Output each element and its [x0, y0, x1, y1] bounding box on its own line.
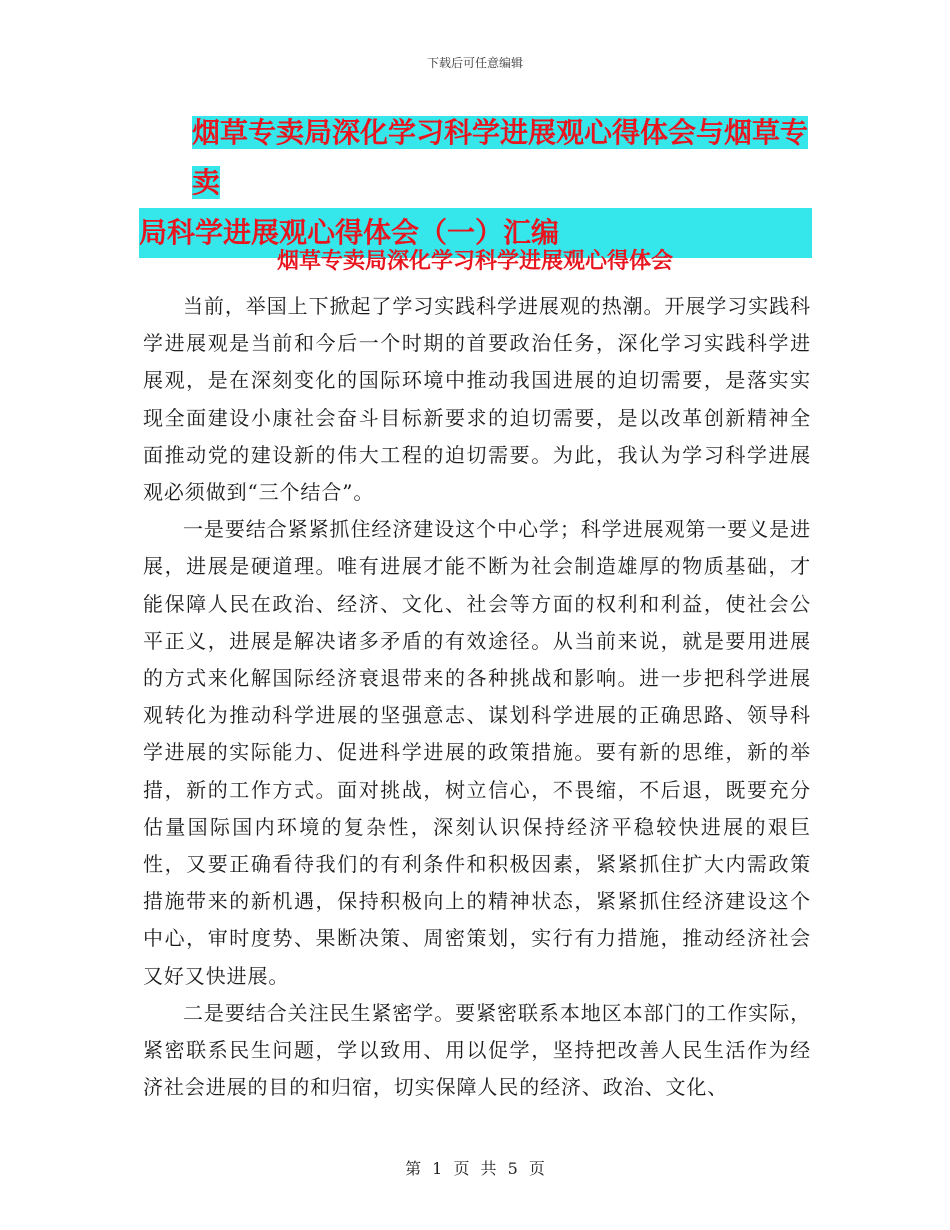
- document-title-line2: 局科学进展观心得体会（一）汇编: [139, 216, 560, 249]
- paragraph-point-one: 一是要结合紧紧抓住经济建设这个中心学；科学进展观第一要义是进展，进展是硬道理。唯有进展才能不断为社会制造雄厚的物质基础，才能保障人民在政治、经济、文化、社会等方面的权利和利益，使社会公平正义，进展是解决诸多矛盾的有效途径。从当前来说，就是要用进展的方式来化解国际经济衰退带来的各种挑战和影响。进一步把科学进展观转化为推动科学进展的坚强意志、谋划科学进展的正确思路、领导科学进展的实际能力、促进科学进展的政策措施。要有新的思维，新的举措，新的工作方式。面对挑战，树立信心，不畏缩，不后退，既要充分估量国际国内环境的复杂性，深刻认识保持经济平稳较快进展的艰巨性，又要正确看待我们的有利条件和积极因素，紧紧抓住扩大内需政策措施带来的新机遇，保持积极向上的精神状态，紧紧抓住经济建设这个中心，审时度势、果断决策、周密策划，实行有力措施，推动经济社会又好又快进展。: [143, 517, 811, 988]
- section-subtitle: 烟草专卖局深化学习科学进展观心得体会: [276, 249, 673, 274]
- header-note: 下载后可任意编辑: [426, 56, 523, 70]
- paragraph-point-two: 二是要结合关注民生紧密学。要紧密联系本地区本部门的工作实际，紧密联系民生问题，学以致用、用以促学，坚持把改善人民生活作为经济社会进展的目的和归宿，切实保障人民的经济、政治、文化、: [143, 1000, 811, 1100]
- document-title: [139, 108, 812, 258]
- document-body: [143, 288, 811, 1106]
- page-number-footer: 第 1 页 共 5 页: [405, 1159, 545, 1178]
- paragraph-intro: 当前，举国上下掀起了学习实践科学进展观的热潮。开展学习实践科学进展观是当前和今后一个时期的首要政治任务，深化学习实践科学进展观，是在深刻变化的国际环境中推动我国进展的迫切需要，是落实实现全面建设小康社会奋斗目标新要求的迫切需要，是以改革创新精神全面推动党的建设新的伟大工程的迫切需要。为此，我认为学习科学进展观必须做到“三个结合”。: [143, 294, 811, 505]
- document-title-line1: 烟草专卖局深化学习科学进展观心得体会与烟草专卖: [192, 116, 809, 199]
